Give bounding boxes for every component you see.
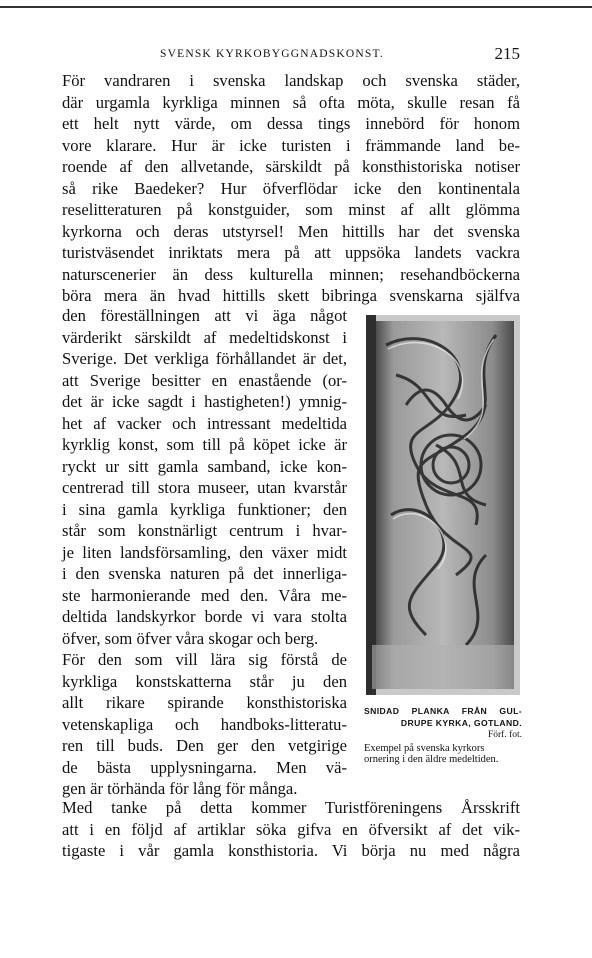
caption-title-line1: SNIDAD PLANKA FRÅN GUL- [364, 706, 522, 716]
page-header [62, 46, 520, 66]
text-line: vore klarare. Hur är icke turisten i främmande land be- [62, 135, 520, 155]
text-line: i sina gamla kyrkliga funktioner; den [62, 499, 347, 519]
text-line: ryckt ur sitt gamla samband, icke kon- [62, 456, 347, 476]
text-line: Med tanke på detta kommer Turistföreningens Årsskrift [62, 798, 520, 817]
text-line: den föreställningen att vi äga något [62, 306, 347, 325]
text-line: att Sverige besitter en enastående (or- [62, 370, 347, 390]
top-rule [0, 6, 592, 8]
text-line: naturscenerier än dess kulturella minnen; resehandböckerna [62, 264, 520, 284]
text-line: je liten landsförsamling, den växer midt [62, 542, 347, 562]
text-line: ste harmonierande med den. Våra me- [62, 585, 347, 605]
caption-title-line2: DRUPE KYRKA, GOTLAND. [400, 718, 522, 728]
paragraph-bottom [62, 797, 520, 862]
text-line: roende af den allvetande, särskildt på konsthistoriska notiser [62, 157, 520, 176]
text-line: ett helt nytt värde, om dessa tings innebörd för honom [62, 114, 520, 133]
carved-plank-photo [366, 315, 520, 695]
text-line: reselitteraturen på konstguider, som minst af allt glömma [62, 200, 520, 219]
text-line: öfver, som öfver våra skogar och berg. [62, 628, 319, 648]
text-line: het af vacker och intressant medeltida [62, 413, 347, 433]
text-line: att i en följd af artiklar söka gifva en öfversikt af det vik- [62, 819, 520, 839]
carved-plank-image [366, 315, 520, 695]
text-line: ren till buds. Den ger den vetgirige [62, 736, 347, 755]
text-line: tigaste i vår gamla konsthistoria. Vi börja nu med några [62, 841, 520, 860]
text-line: värderikt särskildt af medeltidskonst i [62, 327, 347, 347]
text-line: vetenskapliga och handboks-litteratu- [62, 714, 347, 734]
text-line: gen är törhända för lång för många. [62, 779, 298, 798]
page-number: 215 [494, 44, 520, 63]
paragraph-top [62, 70, 520, 307]
text-line: kyrkorna och deras utstyrsel! Men hittills har det svenska [62, 221, 520, 241]
text-line: kyrkliga konstskatterna står ju den [62, 671, 347, 691]
text-line: så rike Baedeker? Hur öfverflödar icke den kontinentala [62, 178, 520, 198]
text-line: deltida landskyrkor borde vi vara stolta [62, 607, 347, 626]
running-title: SVENSK KYRKOBYGGNADSKONST. [160, 48, 384, 60]
figure-caption [364, 705, 522, 765]
text-line: böra mera än hvad hittills skett bibringa svenskarna själfva [62, 286, 520, 305]
text-line: de bästa upplysningarna. Men vä- [62, 757, 347, 777]
text-line: turistväsendet inriktats mera på att uppsöka landets vackra [62, 243, 520, 262]
text-line: centrerad till stora museer, utan kvarstår [62, 478, 347, 497]
text-line: Sverige. Det verkliga förhållandet är det, [62, 349, 347, 368]
text-line: För vandraren i svenska landskap och svenska städer, [62, 71, 520, 90]
text-line: det är icke sagdt i hastigheten!) ymnig- [62, 392, 347, 411]
photo-credit: Förf. fot. [487, 730, 522, 740]
text-line: kyrklig konst, som till på köpet icke är [62, 435, 347, 454]
text-line: där urgamla kyrkliga minnen så ofta möta, skulle resan få [62, 92, 520, 112]
text-line: allt rikare spirande konsthistoriska [62, 693, 347, 712]
text-line: För den som vill lära sig förstå de [62, 650, 347, 669]
paragraph-narrow [62, 305, 347, 800]
text-line: står som konstnärligt centrum i hvar- [62, 521, 347, 540]
text-line: i den svenska naturen på det innerliga- [62, 564, 347, 583]
caption-description: Exempel på svenska kyrkors ornering i den äldre medeltiden. [364, 743, 499, 765]
